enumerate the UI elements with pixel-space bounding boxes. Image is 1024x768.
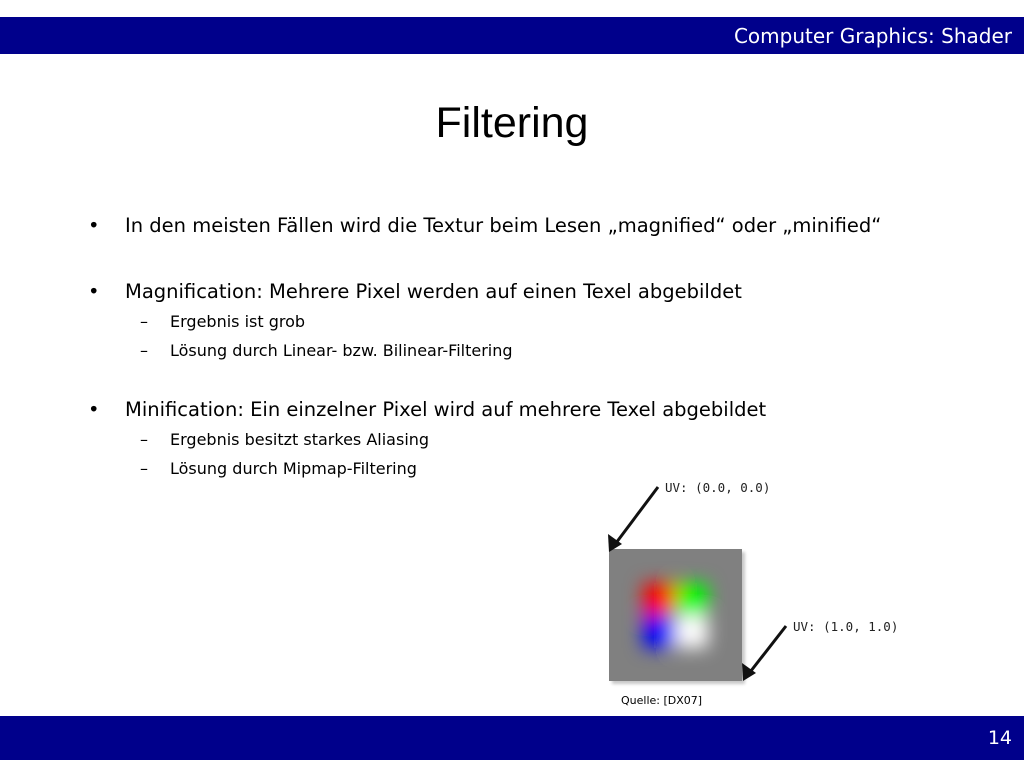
bullet-marker: • <box>88 398 100 421</box>
bullet-marker: • <box>88 280 100 303</box>
sub-bullet-text: Ergebnis ist grob <box>170 312 306 331</box>
sub-bullet-marker: – <box>140 459 148 478</box>
texel-blue <box>643 616 675 648</box>
arrow-icon <box>608 487 658 552</box>
sub-bullet-marker: – <box>140 341 148 360</box>
texel-green <box>676 583 708 615</box>
sub-bullet-text: Lösung durch Linear- bzw. Bilinear-Filtering <box>170 341 513 360</box>
bullet-text: In den meisten Fällen wird die Textur beim Lesen „magnified“ oder „minified“ <box>125 214 882 237</box>
uv-label-bottom-right: UV: (1.0, 1.0) <box>793 619 899 634</box>
image-source: Quelle: [DX07] <box>621 694 703 707</box>
arrow-icon <box>742 626 786 681</box>
texture-blur <box>609 549 742 681</box>
slide-title: Filtering <box>435 99 589 147</box>
bullet-marker: • <box>88 214 100 237</box>
sub-bullet-marker: – <box>140 312 148 331</box>
sub-bullet-marker: – <box>140 430 148 449</box>
bullet-text: Minification: Ein einzelner Pixel wird auf mehrere Texel abgebildet <box>125 398 767 421</box>
sub-bullet-text: Ergebnis besitzt starkes Aliasing <box>170 430 430 449</box>
bullet-text: Magnification: Mehrere Pixel werden auf einen Texel abgebildet <box>125 280 742 303</box>
uv-label-top-left: UV: (0.0, 0.0) <box>665 480 771 495</box>
footer-bar <box>0 716 1024 760</box>
sub-bullet-text: Lösung durch Mipmap-Filtering <box>170 459 417 478</box>
texel-red <box>643 583 675 615</box>
header-bar <box>0 17 1024 54</box>
course-title: Computer Graphics: Shader <box>733 24 1012 48</box>
filtered-texture-image <box>609 549 742 681</box>
page-number: 14 <box>987 727 1012 749</box>
texel-white <box>676 616 708 648</box>
